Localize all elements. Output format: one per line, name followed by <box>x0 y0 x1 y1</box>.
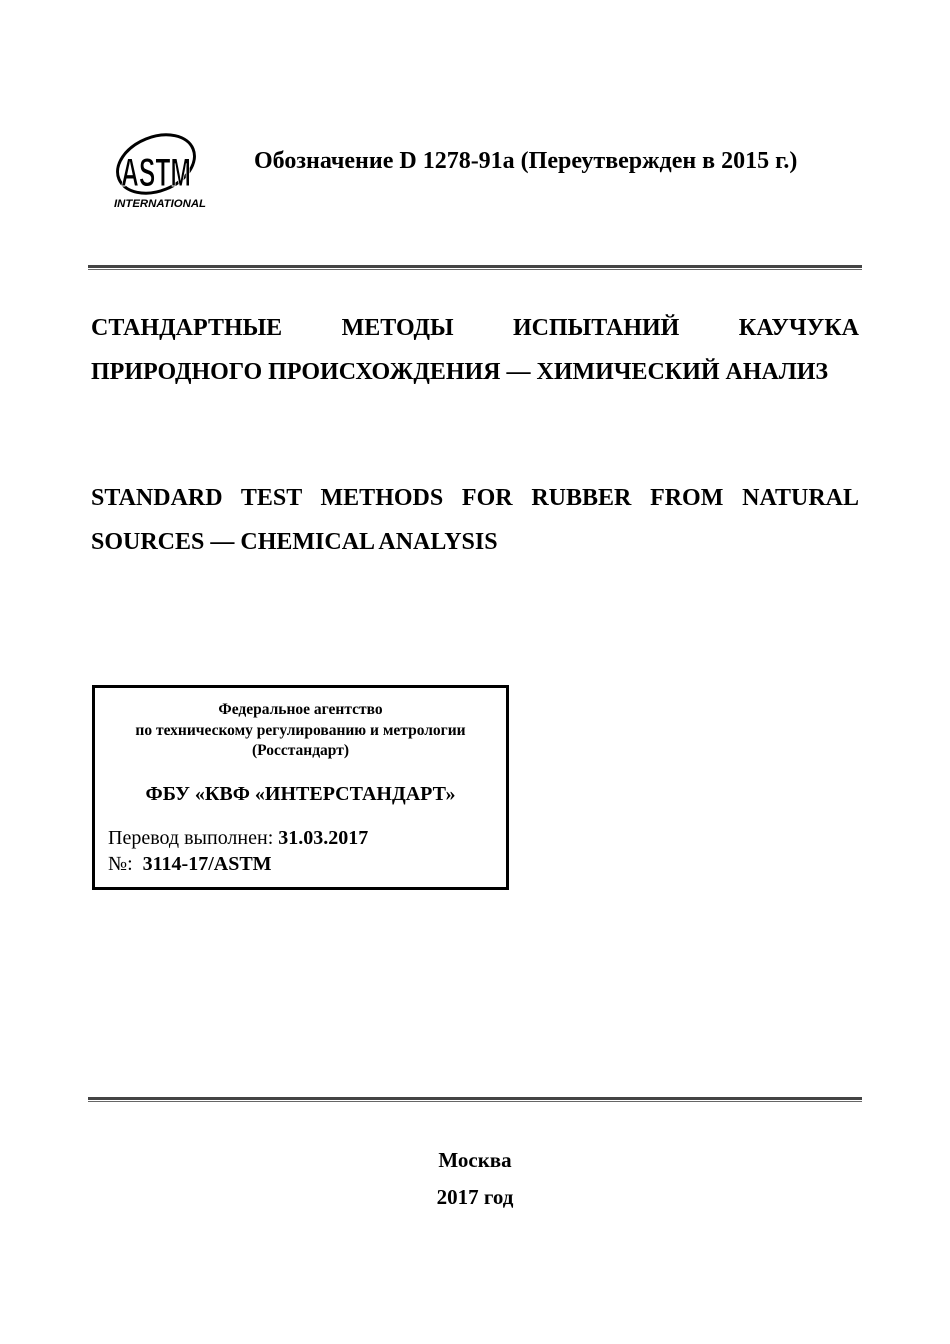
publication-year: 2017 год <box>436 1185 514 1209</box>
title-russian: СТАНДАРТНЫЕ МЕТОДЫ ИСПЫТАНИЙ КАУЧУКА ПРИРОДНОГО ПРОИСХОЖДЕНИЯ — ХИМИЧЕСКИЙ АНАЛИЗ <box>91 315 859 385</box>
top-divider <box>88 265 862 270</box>
agency-line-1: Федеральное агентство <box>218 701 383 718</box>
title-english: STANDARD TEST METHODS FOR RUBBER FROM NATURAL SOURCES — CHEMICAL ANALYSIS <box>91 485 859 555</box>
logo-international-text: INTERNATIONAL <box>114 198 207 210</box>
translation-number-line <box>108 853 272 876</box>
translation-label: Перевод выполнен: <box>108 827 274 849</box>
bottom-divider <box>88 1097 862 1102</box>
agency-line-3: (Росстандарт) <box>251 742 350 759</box>
publication-city: Москва <box>438 1148 512 1172</box>
translation-date: 31.03.2017 <box>278 827 369 849</box>
logo-astm-text: ASTM <box>121 151 191 195</box>
stamp-agency <box>95 700 506 762</box>
standard-designation: Обозначение D 1278-91a (Переутвержден в 2015 г.) <box>254 148 798 174</box>
number-value: 3114-17/ASTM <box>142 853 272 875</box>
astm-international-logo <box>108 124 212 210</box>
number-label: №: <box>108 853 133 875</box>
agency-line-2: по техническому регулированию и метрологии <box>135 721 466 739</box>
translation-stamp <box>92 685 509 890</box>
stamp-organization: ФБУ «КВФ «ИНТЕРСТАНДАРТ» <box>145 783 456 805</box>
translation-date-line <box>108 827 368 850</box>
